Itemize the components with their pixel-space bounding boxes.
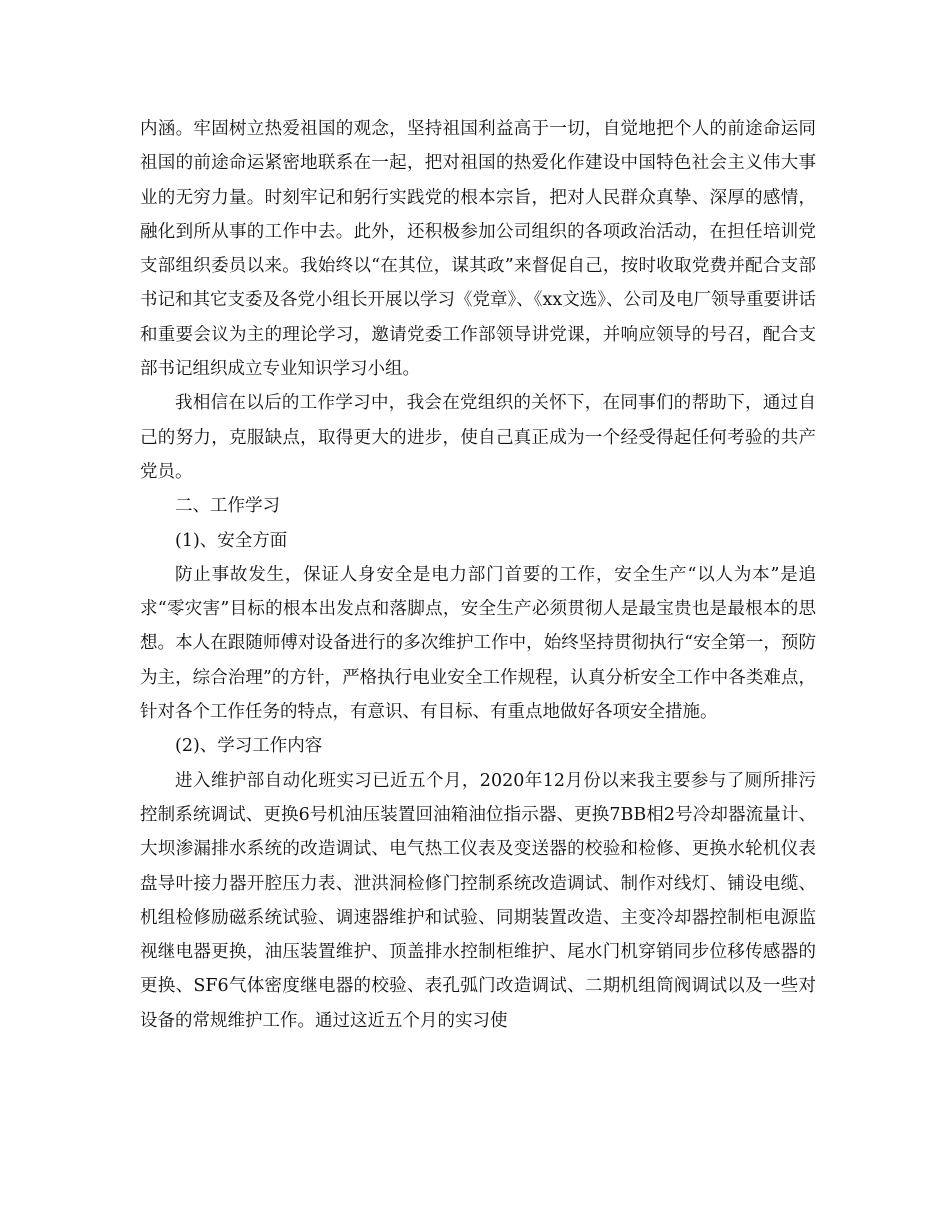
document-body bbox=[140, 112, 816, 1038]
paragraph-belief: 我相信在以后的工作学习中，我会在党组织的关怀下，在同事们的帮助下，通过自己的努力，克服缺点，取得更大的进步，使自己真正成为一个经受得起任何考验的共产党员。 bbox=[140, 393, 816, 482]
paragraph-safety: 防止事故发生，保证人身安全是电力部门首要的工作，安全生产“以人为本”是追求“零灾害”目标的根本出发点和落脚点，安全生产必须贯彻人是最宝贵也是最根本的思想。本人在跟随师傅对设备进行的多次维护工作中，始终坚持贯彻执行“安全第一，预防为主，综合治理”的方针，严格执行电业安全工作规程，认真分析安全工作中各类难点，针对各个工作任务的特点，有意识、有目标、有重点地做好各项安全措施。 bbox=[140, 564, 816, 723]
paragraph-continued-text: 内涵。牢固树立热爱祖国的观念，坚持祖国利益高于一切，自觉地把个人的前途命运同祖国的前途命运紧密地联系在一起，把对祖国的热爱化作建设中国特色社会主义伟大事业的无穷力量。时刻牢记和躬行实践党的根本宗旨，把对人民群众真挚、深厚的感情，融化到所从事的工作中去。此外，还积极参加公司组织的各项政治活动，在担任培训党支部组织委员以来。我始终以“在其位，谋其政”来督促自己，按时收取党费并配合支部书记和其它支委及各党小组长开展以学习《党章》、《xx文选》、公司及电厂领导重要讲话和重要会议为主的理论学习，邀请党委工作部领导讲党课，并响应领导的号召，配合支部书记组织成立专业知识学习小组。 bbox=[140, 119, 816, 380]
subheading-work-content: (2)、学习工作内容 bbox=[175, 736, 323, 757]
subheading-safety: (1)、安全方面 bbox=[175, 530, 288, 551]
paragraph-work-content: 进入维护部自动化班实习已近五个月，2020年12月份以来我主要参与了厕所排污控制系统调试、更换6号机油压装置回油箱油位指示器、更换7BB相2号冷却器流量计、大坝渗漏排水系统的改造调试、电气热工仪表及变送器的校验和检修、更换水轮机仪表盘导叶接力器开腔压力表、泄洪洞检修门控制系统改造调试、制作对线灯、铺设电缆、机组检修励磁系统试验、调速器维护和试验、同期装置改造、主变冷却器控制柜电源监视继电器更换，油压装置维护、顶盖排水控制柜维护、尾水门机穿销同步位移传感器的更换、SF6气体密度继电器的校验、表孔弧门改造调试、二期机组筒阀调试以及一些对设备的常规维护工作。通过这近五个月的实习使 bbox=[140, 770, 816, 1031]
section-heading-work-study: 二、工作学习 bbox=[175, 496, 280, 517]
